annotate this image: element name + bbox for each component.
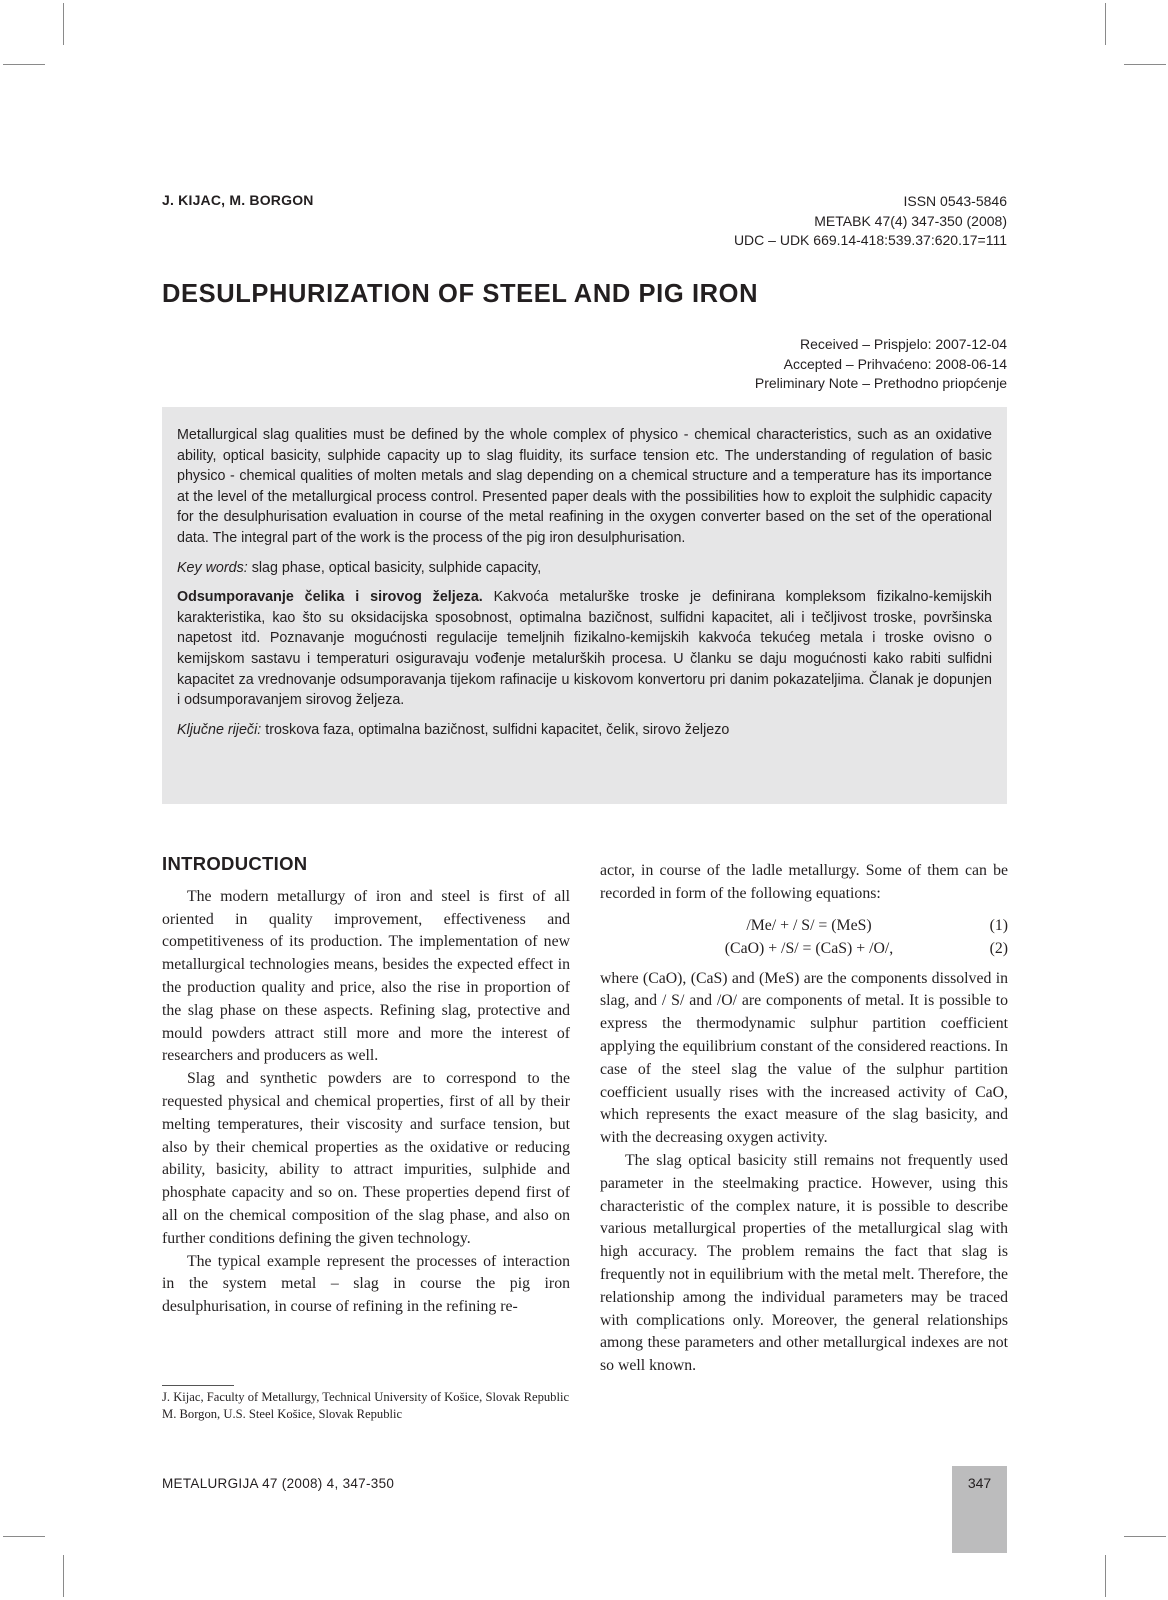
- paragraph: Slag and synthetic powders are to correspond to the requested physical and chemical properties, first of all by their melting temperatures, their viscosity and surface tension, but also by their chemical properties as the oxidative or reducing ability, basicity, ability to attract impurities, sulphide and phosphate capacity and so on. These properties depend first of all on the chemical composition of the slag phase, and also on further conditions defining the given technology.: [162, 1070, 570, 1247]
- right-column: [600, 860, 1008, 1378]
- crop-mark: [1105, 3, 1106, 45]
- abstract-hr-text: Kakvoća metalurške troske je definirana kompleksom fizikalno-kemijskih karakteristika, kao što su oksidacijska sposobnost, optimalna bazičnost, sulfidni kapacitet, ali i tečljivost troske, površinska napetost itd. Poznavanje mogućnosti regulacije temeljnih fizikalno-kemijskih kakvoća tekućeg metala i troske ovisno o kemijskom sastavu i temperaturi osiguravaju vođenje metalurških procesa. U članku se daju mogućnosti kako rabiti sulfidni kapacitet za vrednovanje odsumporavanja tijekom rafinacije u kiskovom konvertoru pri danim pokazateljima. Članak je dopunjen i odsumporavanjem sirovog željeza.: [177, 589, 992, 709]
- issn-block: [734, 192, 1007, 251]
- crop-mark: [1124, 64, 1166, 65]
- paragraph: where (CaO), (CaS) and (MeS) are the components dissolved in slag, and / S/ and /O/ are components of metal. It is possible to express the thermodynamic sulphur partition coefficient applying the equilibrium constant of the considered reactions. In case of the steel slag the value of the sulphur partition coefficient usually rises with the increased activity of CaO, which represents the exact measure of the slag basicity, and with the decreasing oxygen activity.: [600, 969, 1008, 1147]
- footnote-divider: [162, 1385, 234, 1386]
- paper-type: Preliminary Note – Prethodno priopćenje: [754, 375, 1007, 391]
- abstract-hr-title: Odsumporavanje čelika i sirovog željeza.: [177, 589, 483, 606]
- accepted-date: Accepted – Prihvaćeno: 2008-06-14: [783, 355, 1007, 372]
- crop-mark: [63, 1555, 64, 1597]
- equation-row: [600, 937, 1008, 960]
- crop-mark: [1124, 1536, 1166, 1537]
- page-tab: [952, 1466, 1007, 1553]
- equations: [600, 914, 1008, 960]
- paper-title: DESULPHURIZATION OF STEEL AND PIG IRON: [162, 280, 759, 308]
- metabk: METABK 47(4) 347-350 (2008): [814, 212, 1007, 229]
- equation-number: (2): [989, 939, 1008, 957]
- dates-block: [755, 335, 1007, 394]
- keywords-hr-label: Ključne riječi:: [177, 721, 262, 738]
- keywords-hr: [177, 720, 992, 741]
- crop-mark: [3, 64, 45, 65]
- keywords-value: slag phase, optical basicity, sulphide capacity,: [251, 559, 542, 576]
- abstract-en: Metallurgical slag qualities must be defined by the whole complex of physico - chemical characteristics, such as an oxidative ability, optical basicity, sulphide capacity up to slag fluidity, its surface tension etc. The understanding of regulation of basic physico - chemical qualities of molten metals and slag depending on a chemical structure and a temperature has its importance at the level of the metallurgical process control. Presented paper deals with the possibilities how to exploit the sulphidic capacity for the desulphurisation evaluation in course of the metal reafining in the oxygen converter based on the set of the operational data. The integral part of the work is the process of the pig iron desulphurisation.: [177, 427, 992, 546]
- footer-journal: METALURGIJA 47 (2008) 4, 347-350: [162, 1476, 395, 1491]
- left-column: [162, 853, 570, 1319]
- equation: /Me/ + / S/ = (MeS): [746, 916, 872, 934]
- running-authors: J. KIJAC, M. BORGON: [162, 192, 314, 208]
- paragraph: The modern metallurgy of iron and steel is first of all oriented in quality improvement, effectiveness and competitiveness of its production. The implementation of new metallurgical technologies means, besides the expected effect in the production quality and price, also the rise in proportion of the slag phase on these aspects. Refining slag, protective and mould powders attract still more and more the interest of researchers and producers as well.: [162, 887, 570, 1065]
- keywords-en: [177, 558, 992, 579]
- received-date: Received – Prispjelo: 2007-12-04: [799, 336, 1007, 352]
- footnote: M. Borgon, U.S. Steel Košice, Slovak Republic: [162, 1407, 403, 1421]
- section-heading: INTRODUCTION: [162, 853, 308, 874]
- keywords-hr-value: troskova faza, optimalna bazičnost, sulfidni kapacitet, čelik, sirovo željezo: [265, 721, 730, 738]
- keywords-label: Key words:: [177, 559, 248, 576]
- equation: (CaO) + /S/ = (CaS) + /O/,: [724, 939, 894, 957]
- paragraph: The slag optical basicity still remains not frequently used parameter in the steelmaking practice. However, using this characteristic of the complex nature, it is possible to describe various metallurgical properties of the metallurgical slag with high accuracy. The problem remains the fact that slag is frequently not in equilibrium with the metal melt. Therefore, the relationship among the individual parameters may be traced with complications only. Moreover, the general relationships among these parameters and other metallurgical indexes are not so well known.: [600, 1151, 1008, 1375]
- paragraph: The typical example represent the processes of interaction in the system metal – slag in course the pig iron desulphurisation, in course of refining in the refining re-: [162, 1252, 570, 1316]
- udc: UDC – UDK 669.14-418:539.37:620.17=111: [733, 232, 1007, 248]
- equation-row: [600, 914, 1008, 937]
- page-number: 347: [967, 1475, 992, 1491]
- equation-number: (1): [989, 916, 1008, 934]
- abstract-box: [162, 407, 1007, 804]
- crop-mark: [3, 1536, 45, 1537]
- crop-mark: [63, 3, 64, 45]
- abstract-hr: [177, 587, 992, 711]
- crop-mark: [1105, 1555, 1106, 1597]
- paragraph: actor, in course of the ladle metallurgy. Some of them can be recorded in form of the following equations:: [600, 862, 1008, 902]
- footnotes: [162, 1389, 570, 1423]
- issn: ISSN 0543-5846: [903, 193, 1007, 209]
- footnote: J. Kijac, Faculty of Metallurgy, Technical University of Košice, Slovak Republic: [162, 1390, 570, 1404]
